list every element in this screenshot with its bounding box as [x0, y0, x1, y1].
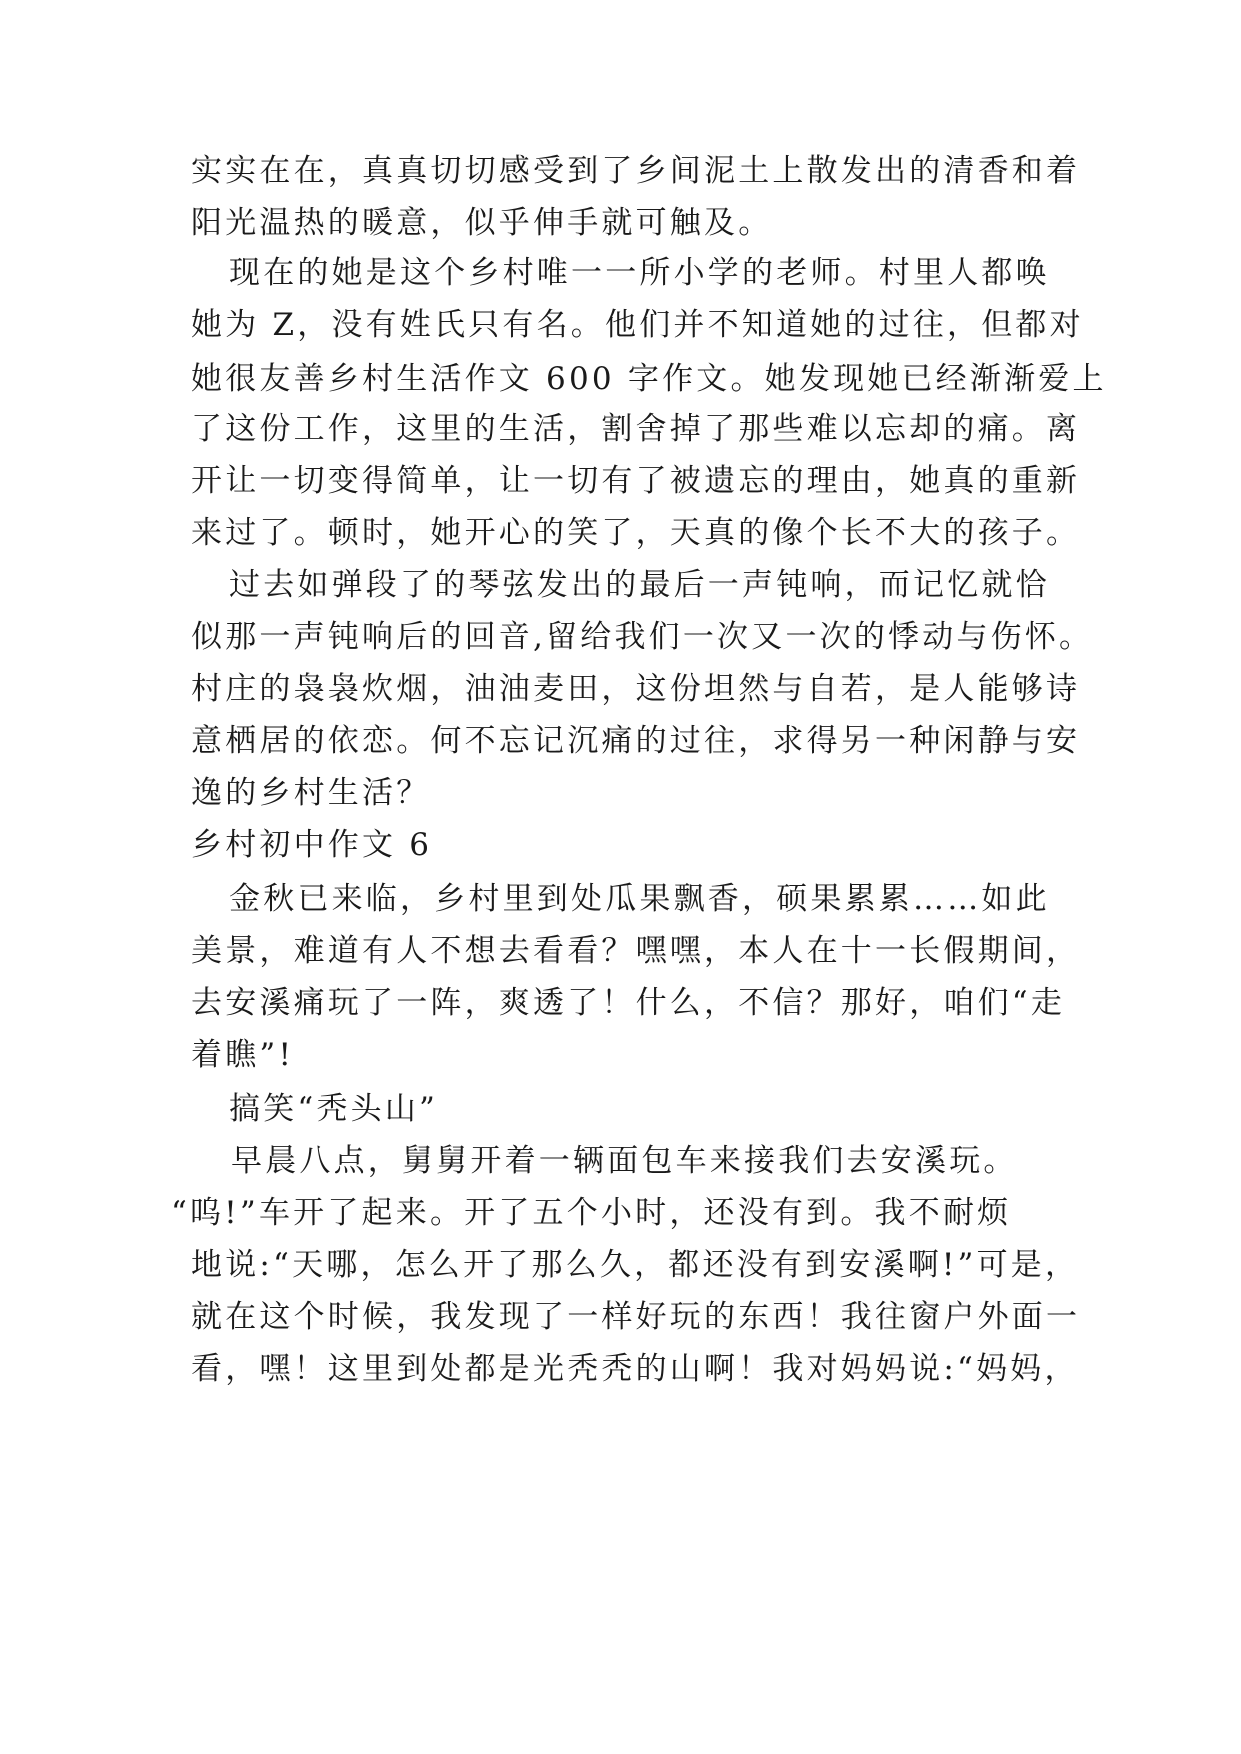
body-text-line: 来过了。顿时，她开心的笑了，天真的像个长不大的孩子。 [191, 515, 1081, 551]
body-text-line: 逸的乡村生活？ [191, 775, 431, 811]
subheading: 搞笑“秃头山” [229, 1091, 439, 1127]
paragraph-first-line: 现在的她是这个乡村唯一一所小学的老师。村里人都唤 [229, 255, 1050, 291]
body-text-line: 村庄的袅袅炊烟，油油麦田，这份坦然与自若，是人能够诗 [191, 671, 1081, 707]
paragraph-first-line: 金秋已来临，乡村里到处瓜果飘香，硕果累累……如此 [229, 881, 1050, 917]
body-text-line: 就在这个时候，我发现了一样好玩的东西！我往窗户外面一 [191, 1299, 1081, 1335]
body-text-line: 似那一声钝响后的回音,留给我们一次又一次的悸动与伤怀。 [191, 619, 1094, 655]
body-text-line: 实实在在，真真切切感受到了乡间泥土上散发出的清香和着 [191, 153, 1081, 189]
body-text-line: 地说:“天哪，怎么开了那么久，都还没有到安溪啊!”可是， [191, 1247, 1080, 1283]
body-text-line: 开让一切变得简单，让一切有了被遗忘的理由，她真的重新 [191, 463, 1081, 499]
paragraph-first-line: 早晨八点，舅舅开着一辆面包车来接我们去安溪玩。 [231, 1143, 1018, 1179]
body-text-line: 了这份工作，这里的生活，割舍掉了那些难以忘却的痛。离 [191, 411, 1081, 447]
body-text-line: 美景，难道有人不想去看看？嘿嘿，本人在十一长假期间， [191, 933, 1081, 969]
body-text-line: 看，嘿！这里到处都是光秃秃的山啊！我对妈妈说:“妈妈， [191, 1351, 1079, 1387]
body-text-line: 去安溪痛玩了一阵，爽透了！什么，不信？那好，咱们“走 [191, 985, 1066, 1021]
section-heading: 乡村初中作文 6 [191, 827, 433, 863]
body-text-line: “呜!”车开了起来。开了五个小时，还没有到。我不耐烦 [171, 1195, 1012, 1231]
body-text-line: 她为 Z，没有姓氏只有名。他们并不知道她的过往，但都对 [191, 307, 1084, 343]
body-text-line: 意栖居的依恋。何不忘记沉痛的过往，求得另一种闲静与安 [191, 723, 1081, 759]
body-text-line: 阳光温热的暖意，似乎伸手就可触及。 [191, 205, 773, 241]
paragraph-first-line: 过去如弹段了的琴弦发出的最后一声钝响，而记忆就恰 [229, 567, 1050, 603]
body-text-line: 着瞧”! [191, 1037, 295, 1073]
body-text-line: 她很友善乡村生活作文 600 字作文。她发现她已经渐渐爱上 [191, 361, 1107, 397]
